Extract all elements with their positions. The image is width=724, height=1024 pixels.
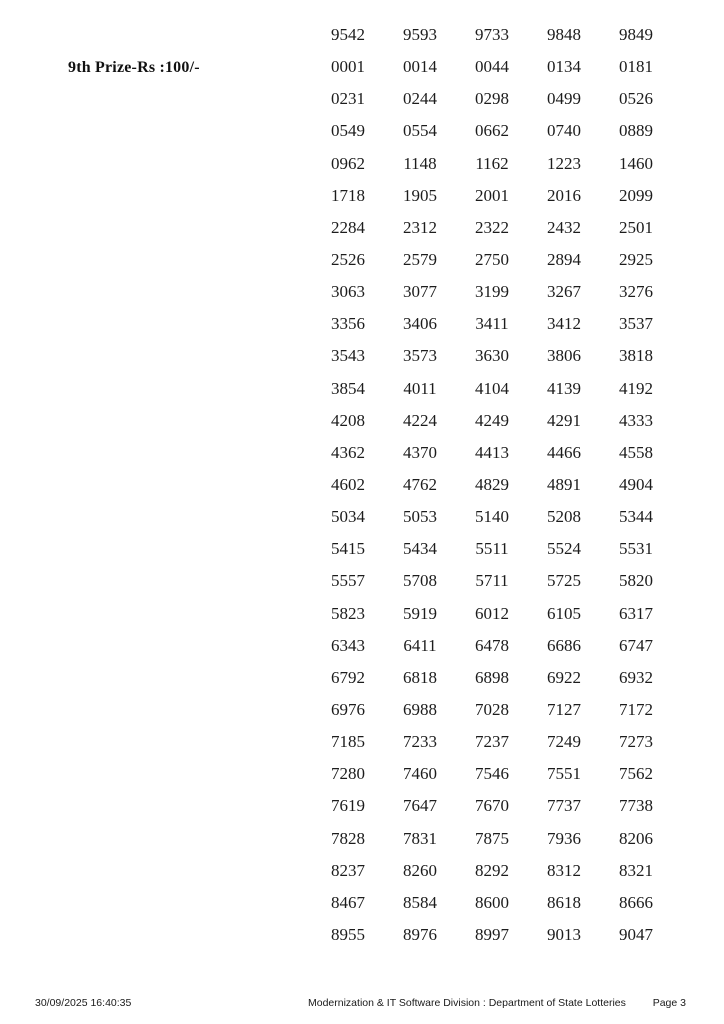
prize-number: 4249 [475, 410, 509, 430]
prize-number: 2016 [547, 185, 581, 205]
prize-number: 7562 [619, 764, 653, 784]
prize-number: 8584 [403, 892, 437, 912]
prize-number: 7460 [403, 764, 437, 784]
prize-number: 6478 [475, 635, 509, 655]
prize-number-row [312, 501, 672, 533]
prize-number: 7237 [475, 732, 509, 752]
prize-number: 0014 [403, 57, 437, 77]
prize-number-row [312, 855, 672, 887]
prize-number: 7875 [475, 828, 509, 848]
prize-number-row [312, 694, 672, 726]
prize-number: 7737 [547, 796, 581, 816]
prize-number-row [312, 726, 672, 758]
prize-number-row [312, 758, 672, 790]
prize-number-row [312, 276, 672, 308]
prize-number: 5557 [331, 571, 365, 591]
prize-number: 1460 [619, 153, 653, 173]
prize-number: 9848 [547, 25, 581, 45]
prize-number: 5511 [475, 539, 509, 559]
prize-number-row [312, 887, 672, 919]
footer-division: Modernization & IT Software Division : Department of State Lotteries [308, 997, 626, 1009]
prize-number: 0526 [619, 89, 653, 109]
prize-number: 4904 [619, 475, 653, 495]
prize-number: 2432 [547, 217, 581, 237]
prize-number: 2322 [475, 217, 509, 237]
prize-number: 6686 [547, 635, 581, 655]
prize-number: 9849 [619, 25, 653, 45]
prize-number: 8955 [331, 925, 365, 944]
prize-number-row [312, 148, 672, 180]
prize-number: 0244 [403, 89, 437, 109]
prize-number: 0889 [619, 121, 653, 141]
prize-number: 3818 [619, 346, 653, 366]
prize-number-row [312, 405, 672, 437]
prize-number: 8237 [331, 860, 365, 880]
prize-number-row [312, 115, 672, 147]
prize-number: 6922 [547, 667, 581, 687]
prize-number: 0298 [475, 89, 509, 109]
prize-number: 6976 [331, 700, 365, 720]
prize-number: 4466 [547, 442, 581, 462]
prize-number: 5415 [331, 539, 365, 559]
prize-number: 7619 [331, 796, 365, 816]
prize-number: 6012 [475, 603, 509, 623]
prize-number: 3267 [547, 282, 581, 302]
prize-number: 4139 [547, 378, 581, 398]
prize-number: 7546 [475, 764, 509, 784]
prize-number: 5711 [475, 571, 509, 591]
prize-number: 5524 [547, 539, 581, 559]
prize-number-row [312, 919, 672, 951]
prize-number: 1905 [403, 185, 437, 205]
prize-number: 5820 [619, 571, 653, 591]
prize-number-row [312, 662, 672, 694]
prize-number: 8312 [547, 860, 581, 880]
prize-number-row [312, 565, 672, 597]
prize-number: 3199 [475, 282, 509, 302]
prize-number: 7936 [547, 828, 581, 848]
prize-number: 6932 [619, 667, 653, 687]
prize-number: 7249 [547, 732, 581, 752]
prize-number: 5034 [331, 507, 365, 527]
prize-number: 5344 [619, 507, 653, 527]
prize-number: 3543 [331, 346, 365, 366]
prize-number: 1162 [475, 153, 509, 173]
prize-number: 8467 [331, 892, 365, 912]
prize-number: 8600 [475, 892, 509, 912]
prize-number: 2284 [331, 217, 365, 237]
prize-number: 3077 [403, 282, 437, 302]
prize-number: 4413 [475, 442, 509, 462]
prize-number: 7828 [331, 828, 365, 848]
prize-number: 4208 [331, 410, 365, 430]
prize-number: 4333 [619, 410, 653, 430]
prize-number: 3854 [331, 378, 365, 398]
prize-number-row [312, 373, 672, 405]
prize-number: 5208 [547, 507, 581, 527]
prize-number: 4829 [475, 475, 509, 495]
prize-number: 3537 [619, 314, 653, 334]
prize-number: 8666 [619, 892, 653, 912]
prize-number: 0231 [331, 89, 365, 109]
prize-number: 4291 [547, 410, 581, 430]
prize-number: 5708 [403, 571, 437, 591]
prize-number: 7028 [475, 700, 509, 720]
prize-number-row [312, 533, 672, 565]
prize-number: 3412 [547, 314, 581, 334]
prize-number: 6105 [547, 603, 581, 623]
prize-number: 0499 [547, 89, 581, 109]
prize-number: 4192 [619, 378, 653, 398]
prize-number: 0962 [331, 153, 365, 173]
prize-number-row [312, 823, 672, 855]
prize-section-label: 9th Prize-Rs :100/- [68, 59, 200, 76]
prize-number: 3356 [331, 314, 365, 334]
prize-number-row [312, 244, 672, 276]
prize-number: 2750 [475, 250, 509, 270]
prize-number: 0001 [331, 57, 365, 77]
prize-number: 0554 [403, 121, 437, 141]
prize-number: 6792 [331, 667, 365, 687]
prize-number-row [312, 51, 672, 83]
prize-number: 5531 [619, 539, 653, 559]
prize-number: 7273 [619, 732, 653, 752]
prize-number: 6343 [331, 635, 365, 655]
prize-number: 6747 [619, 635, 653, 655]
prize-number: 8260 [403, 860, 437, 880]
prize-number: 2579 [403, 250, 437, 270]
prize-number: 0181 [619, 57, 653, 77]
prize-number: 1148 [403, 153, 437, 173]
prize-number-row [312, 180, 672, 212]
prize-number: 3063 [331, 282, 365, 302]
prize-number: 7738 [619, 796, 653, 816]
prize-number-row [312, 212, 672, 244]
prize-number: 3276 [619, 282, 653, 302]
prize-number: 4104 [475, 378, 509, 398]
prize-number: 8206 [619, 828, 653, 848]
prize-number-row [312, 308, 672, 340]
prize-number: 9593 [403, 25, 437, 45]
prize-number: 7233 [403, 732, 437, 752]
prize-number: 9733 [475, 25, 509, 45]
prize-number: 2312 [403, 217, 437, 237]
prize-number: 2001 [475, 185, 509, 205]
footer-page-number: Page 3 [652, 997, 686, 1009]
prize-number: 7551 [547, 764, 581, 784]
prize-number: 4891 [547, 475, 581, 495]
prize-number: 8321 [619, 860, 653, 880]
prize-number-row [312, 469, 672, 501]
prize-number-row [312, 340, 672, 372]
prize-number: 2501 [619, 217, 653, 237]
prize-number: 5725 [547, 571, 581, 591]
prize-number: 7185 [331, 732, 365, 752]
prize-number: 0662 [475, 121, 509, 141]
prize-number: 6898 [475, 667, 509, 687]
prize-number: 7172 [619, 700, 653, 720]
prize-number: 5823 [331, 603, 365, 623]
prize-number: 4558 [619, 442, 653, 462]
footer [0, 997, 724, 1013]
prize-number-row [312, 437, 672, 469]
prize-number: 0044 [475, 57, 509, 77]
prize-number: 4011 [403, 378, 437, 398]
prize-number: 4370 [403, 442, 437, 462]
prize-number: 0549 [331, 121, 365, 141]
prize-number-row [312, 19, 672, 51]
prize-number: 8997 [475, 925, 509, 944]
prize-number: 1223 [547, 153, 581, 173]
prize-number: 9013 [547, 925, 581, 944]
prize-number-row [312, 83, 672, 115]
prize-number-row [312, 630, 672, 662]
prize-number: 3806 [547, 346, 581, 366]
prize-number: 3406 [403, 314, 437, 334]
prize-numbers-grid [312, 19, 672, 951]
prize-number: 3630 [475, 346, 509, 366]
prize-number: 4362 [331, 442, 365, 462]
prize-number: 8976 [403, 925, 437, 944]
prize-number: 0134 [547, 57, 581, 77]
prize-number: 8618 [547, 892, 581, 912]
footer-timestamp: 30/09/2025 16:40:35 [35, 997, 132, 1009]
prize-number: 5053 [403, 507, 437, 527]
prize-number: 2099 [619, 185, 653, 205]
prize-number: 4762 [403, 475, 437, 495]
prize-number: 3411 [475, 314, 509, 334]
prize-number-row [312, 598, 672, 630]
prize-number: 6818 [403, 667, 437, 687]
prize-number: 5919 [403, 603, 437, 623]
prize-number: 1718 [331, 185, 365, 205]
prize-number-row [312, 790, 672, 822]
prize-number: 2925 [619, 250, 653, 270]
prize-number: 0740 [547, 121, 581, 141]
prize-number: 9047 [619, 925, 653, 944]
prize-number: 6317 [619, 603, 653, 623]
prize-number: 4224 [403, 410, 437, 430]
prize-number: 4602 [331, 475, 365, 495]
prize-number: 5140 [475, 507, 509, 527]
prize-number: 3573 [403, 346, 437, 366]
prize-number: 2526 [331, 250, 365, 270]
prize-number: 7670 [475, 796, 509, 816]
prize-number: 7280 [331, 764, 365, 784]
prize-number: 7127 [547, 700, 581, 720]
prize-number: 8292 [475, 860, 509, 880]
prize-number: 2894 [547, 250, 581, 270]
prize-number: 5434 [403, 539, 437, 559]
prize-number: 7831 [403, 828, 437, 848]
prize-number: 6988 [403, 700, 437, 720]
prize-number: 9542 [331, 25, 365, 45]
prize-number: 6411 [403, 635, 437, 655]
prize-number: 7647 [403, 796, 437, 816]
